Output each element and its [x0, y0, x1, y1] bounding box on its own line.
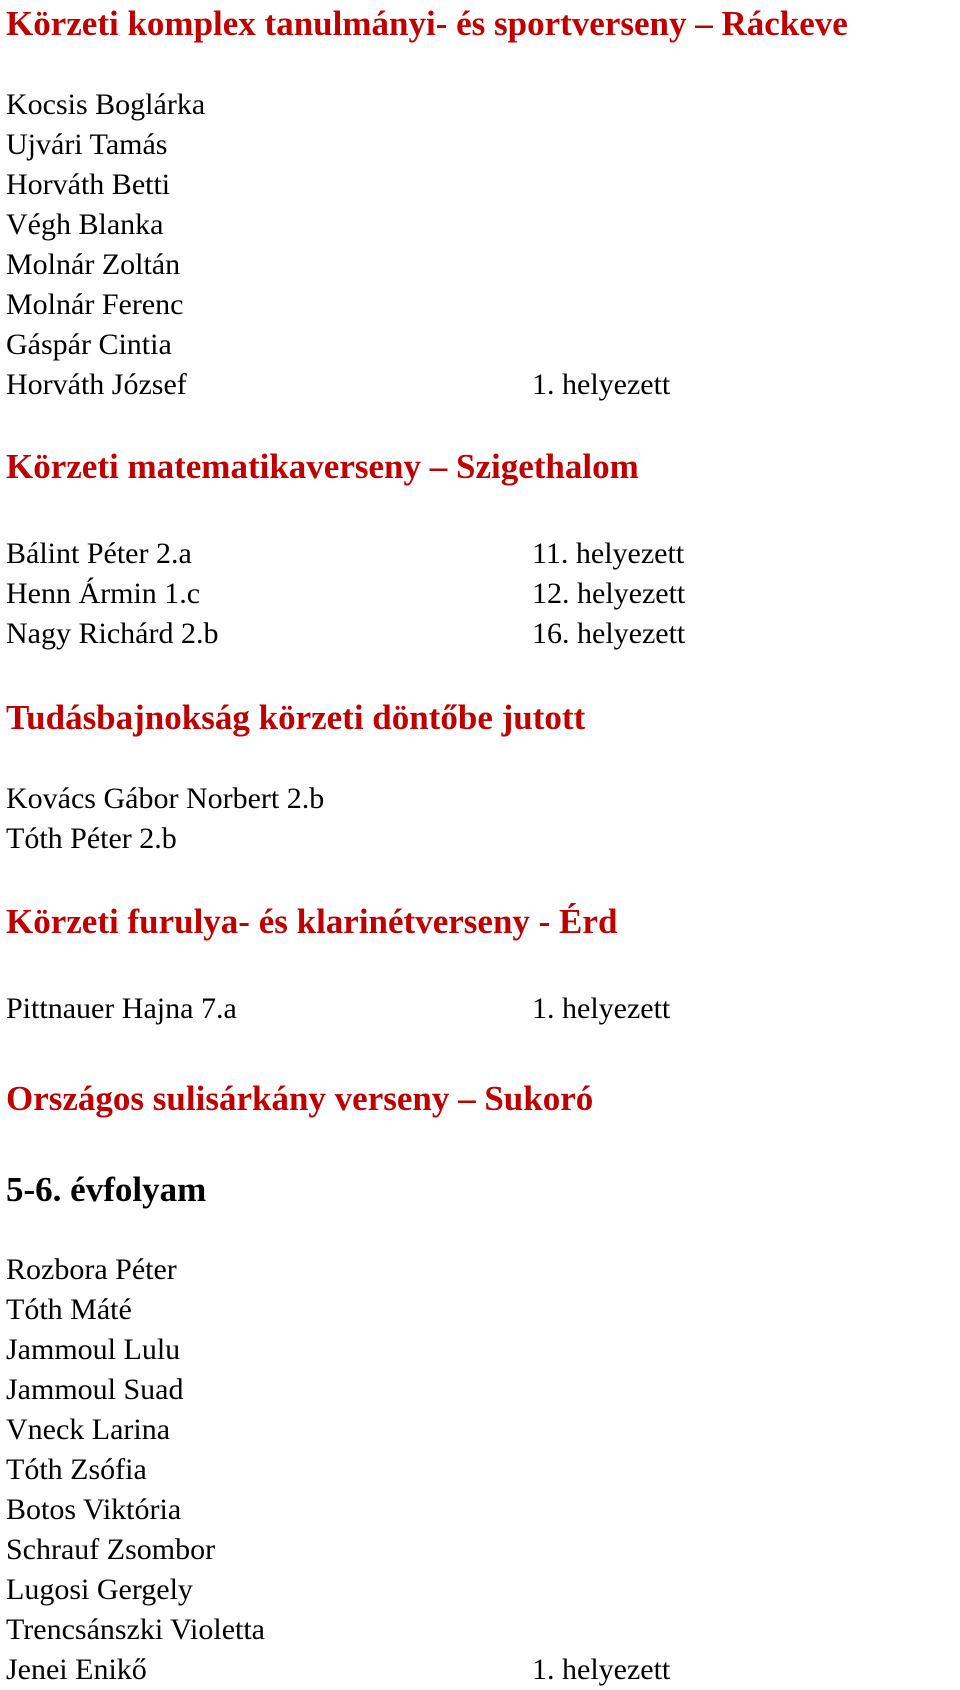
student-name: Vneck Larina	[6, 1413, 171, 1446]
list-item	[6, 165, 946, 205]
list-item	[6, 574, 946, 614]
list-item	[6, 325, 946, 365]
placement: 1. helyezett	[532, 992, 671, 1025]
list-item	[6, 1490, 946, 1530]
list-item	[6, 85, 946, 125]
student-name: Kovács Gábor Norbert 2.b	[6, 782, 325, 815]
section-heading-erd: Körzeti furulya- és klarinétverseny - Érd	[6, 902, 618, 941]
student-name: Tóth Péter 2.b	[6, 822, 177, 855]
student-name: Botos Viktória	[6, 1493, 182, 1526]
student-name: Tóth Máté	[6, 1293, 132, 1326]
student-name: Végh Blanka	[6, 208, 164, 241]
placement: 16. helyezett	[532, 617, 686, 650]
student-name: Trencsánszki Violetta	[6, 1613, 265, 1646]
section-heading-sukoro: Országos sulisárkány verseny – Sukoró	[6, 1079, 594, 1118]
student-name: Tóth Zsófia	[6, 1453, 147, 1486]
student-name: Jammoul Suad	[6, 1373, 184, 1406]
list-item	[6, 1410, 946, 1450]
student-name: Jenei Enikő	[6, 1653, 147, 1686]
student-name: Rozbora Péter	[6, 1253, 177, 1286]
list-item	[6, 1610, 946, 1650]
list-item	[6, 1370, 946, 1410]
list-item	[6, 1250, 946, 1290]
list-item	[6, 125, 946, 165]
placement: 1. helyezett	[532, 368, 671, 401]
student-name: Jammoul Lulu	[6, 1333, 181, 1366]
placement: 1. helyezett	[532, 1653, 671, 1686]
list-item	[6, 614, 946, 654]
student-name: Schrauf Zsombor	[6, 1533, 216, 1566]
list-item	[6, 205, 946, 245]
list-item	[6, 1450, 946, 1490]
list-item	[6, 819, 946, 859]
section-heading-tudasbajnoksag: Tudásbajnokság körzeti döntőbe jutott	[6, 698, 586, 737]
placement: 11. helyezett	[532, 537, 685, 570]
student-name: Henn Ármin 1.c	[6, 577, 201, 610]
list-item	[6, 285, 946, 325]
list-item	[6, 365, 946, 405]
list-item	[6, 245, 946, 285]
list-item	[6, 1570, 946, 1610]
student-name: Horváth Betti	[6, 168, 171, 201]
list-item	[6, 1530, 946, 1570]
list-item	[6, 989, 946, 1029]
placement: 12. helyezett	[532, 577, 686, 610]
student-name: Molnár Zoltán	[6, 248, 181, 281]
list-item	[6, 1330, 946, 1370]
student-name: Kocsis Boglárka	[6, 88, 206, 121]
list-item	[6, 534, 946, 574]
student-name: Nagy Richárd 2.b	[6, 617, 219, 650]
student-name: Lugosi Gergely	[6, 1573, 193, 1606]
section-heading-rackeve: Körzeti komplex tanulmányi- és sportverseny – Ráckeve	[6, 4, 848, 43]
grade-subheading: 5-6. évfolyam	[6, 1170, 207, 1209]
student-name: Gáspár Cintia	[6, 328, 172, 361]
list-item	[6, 779, 946, 819]
list-item	[6, 1650, 946, 1690]
student-name: Pittnauer Hajna 7.a	[6, 992, 237, 1025]
section-heading-szigethalom: Körzeti matematikaverseny – Szigethalom	[6, 447, 639, 486]
student-name: Ujvári Tamás	[6, 128, 168, 161]
list-item	[6, 1290, 946, 1330]
student-name: Bálint Péter 2.a	[6, 537, 192, 570]
student-name: Molnár Ferenc	[6, 288, 184, 321]
student-name: Horváth József	[6, 368, 187, 401]
